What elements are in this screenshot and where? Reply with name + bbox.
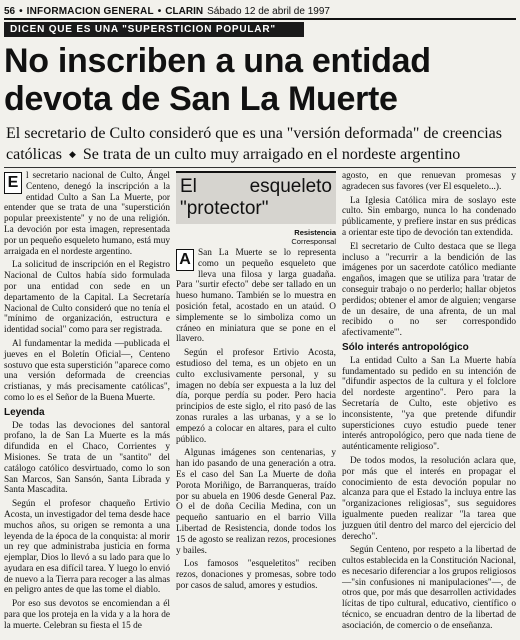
- paragraph-text: l secretario nacional de Culto, Ángel Centeno, denegó la inscripción a la entidad Culto a San La Muerte, por entender que se trata de una "superstición popular preexistente" y no de una religión. La devoción por esta imagen, representada por un pequeño esqueleto humano, está muy arraigada en el nordeste argentino.: [4, 171, 170, 257]
- article-paragraph: [176, 248, 336, 345]
- page-number: 56: [4, 5, 16, 17]
- article-paragraph: Al fundamentar la medida —publicada el jueves en el Boletín Oficial—, Centeno sostuvo que esta superstición "aparece como una versión deformada de creencias cristianas, y más precisamente católicas", como lo es el Señor de la Buena Muerte.: [4, 338, 170, 403]
- headline: [4, 42, 516, 118]
- article-paragraph: Algunas imágenes son centenarias, y han ido pasando de una generación a otra. Es el caso del San La Muerte de doña Porota Moriñigo, de Barranqueras, traído por su abuela en 1906 desde General Paz. O el de doña Cecilia Medina, con un pequeño santuario en el barrio Villa Libertad de Resistencia, donde todos los 15 de agosto se realizan rezos, procesiones y bailes.: [176, 448, 336, 556]
- section-bullet: •: [19, 5, 23, 17]
- byline: [176, 228, 336, 246]
- section-subheading: Leyenda: [4, 406, 45, 418]
- article-paragraph: De todos modos, la resolución aclara que, por más que el interés en propagar el conocimiento de esta devoción popular no alcanza para que el Estado la incluya entre las "organizaciones religiosas", sus seguidores igualmente pueden realizar "la tarea que juzguen útil dentro del marco del ejercicio del derecho".: [342, 455, 516, 542]
- column-continuation: [342, 171, 516, 635]
- sidebar-box: [176, 171, 336, 595]
- diamond-icon: ◆: [68, 149, 76, 159]
- subhead-part: El secretario de Culto consideró que es una "versión deformada" de creencias católicas: [6, 125, 502, 163]
- article-paragraph: La solicitud de inscripción en el Registro Nacional de Cultos había sido formulada por una entidad con sede en un departamento de la Capital. La Secretaría Nacional de Culto consideró que no tenía el "mínimo de organización, estructura e identidad social" como para ser registrada.: [4, 260, 170, 336]
- publication-date: Sábado 12 de abril de 1997: [207, 5, 330, 17]
- byline-location: Resistencia: [294, 228, 336, 237]
- byline-role: Corresponsal: [291, 237, 336, 246]
- sidebar-header: [176, 171, 336, 224]
- sidebar-title: El esqueleto "protector": [180, 176, 332, 219]
- publication-name: CLARIN: [165, 5, 204, 17]
- article-paragraph: La Iglesia Católica mira de soslayo este culto. Sin embargo, nunca lo ha condenado públicamente, y prefiere instar en sus prédicas a orientar este tipo de devoción tan extendida.: [342, 195, 516, 238]
- article-paragraph: Por eso sus devotos se encomiendan a él para que los proteja en la vida y a la hora de la muerte. Celebran su fiesta el 15 de: [4, 599, 170, 631]
- article-paragraph: El secretario de Culto destaca que se llega incluso a "recurrir a la bendición de las imágenes por un sacerdote católico mediante engaños, imagen que se utiliza para 'tratar de conseguir trabajo o no perderlo; hallar objetos perdidos; obtener el amor de alguien; vengarse de un desaire, de una afrenta, de un mal recibido o no ser correspondido afectivamente'".: [342, 241, 516, 339]
- drop-cap: A: [176, 249, 194, 271]
- article-paragraph: [4, 171, 170, 257]
- divider: [4, 167, 516, 168]
- headline-line: devota de San La Muerte: [4, 80, 398, 118]
- article-paragraph: La entidad Culto a San La Muerte había fundamentado su pedido en su intención de "difundir aspectos de la cultura y el folclore del nordeste argentino". Pero para la Secretaría de Culto, este objetivo es inconsistente, "ya que pretende difundir supersticiones cuyo estudio puede tener interés antropológico, pero que nada tiene de auténticamente religioso".: [342, 355, 516, 453]
- article-paragraph: De todas las devociones del santoral profano, la de San La Muerte es la más difundida en el Chaco, Corrientes y Misiones. Se trata de un "santito" del catálogo católico desvirtuado, como lo son San Marcos, San Sansón, Santa Librada y Santa Mascadita.: [4, 420, 170, 496]
- publication-bullet: •: [157, 5, 162, 17]
- article-paragraph: Los famosos "esqueletitos" reciben rezos, donaciones y promesas, sobre todo por casos de salud, amores y estudios.: [176, 559, 336, 591]
- headline-line: No inscriben a una entidad: [4, 42, 431, 80]
- subhead-part: Se trata de un culto muy arraigado en el nordeste argentino: [82, 146, 461, 163]
- article-paragraph: Según el profesor chaqueño Ertivio Acosta, un investigador del tema desde hace muchos años, su origen se remonta a una leyenda de la época de la conquista: al morir un rey que administraba justicia en forma ejemplar, Dios lo llevó a su lado para que lo ayudara en esa difícil tarea. Y luego lo envió de nuevo a la Tierra para recoger a las almas en peligro antes de que las tome el diablo.: [4, 499, 170, 596]
- article-paragraph: agosto, en que renuevan promesas y agradecen sus favores (ver El esqueleto...).: [342, 171, 516, 192]
- section-name: INFORMACION GENERAL: [26, 5, 154, 17]
- subhead: [6, 124, 514, 165]
- article-paragraph: Según el profesor Ertivio Acosta, estudioso del tema, es un objeto en un culto exclusivamente personal, y su imagen no debía ser expuesta a la luz del día, porque perdía su poder. Pero hacia principios de este siglo, el rito pasó de las zonas rurales a las urbanas, y a se lo empezó a colocar en altares, para el culto público.: [176, 348, 336, 445]
- running-head: [4, 4, 516, 20]
- column-main-article: [4, 171, 170, 635]
- kicker-band: DICEN QUE ES UNA "SUPERSTICION POPULAR": [4, 22, 304, 37]
- drop-cap: E: [4, 172, 22, 194]
- article-paragraph: Según Centeno, por respeto a la libertad de cultos establecida en la Constitución Nacional, es necesario diferenciar a los grupos religiosos —"sin confusiones ni manipulaciones"—, de otros que, por más que desarrollen actividades lícitas de tipo cultural, educativo, científico o técnico, se encuadran dentro de la libertad de asociación, de comercio o de enseñanza.: [342, 545, 517, 631]
- paragraph-text: San La Muerte se lo representa como un pequeño esqueleto que lleva una filosa y larga guadaña. Para "surtir efecto" debe ser tallado en un hueso humano. También se lo muestra en posición fetal, acostado en un ataúd. O simplemente se lo simboliza como un cráneo en miniatura que se pone en el llavero.: [176, 248, 336, 345]
- section-subheading: Sólo interés antropológico: [342, 341, 469, 353]
